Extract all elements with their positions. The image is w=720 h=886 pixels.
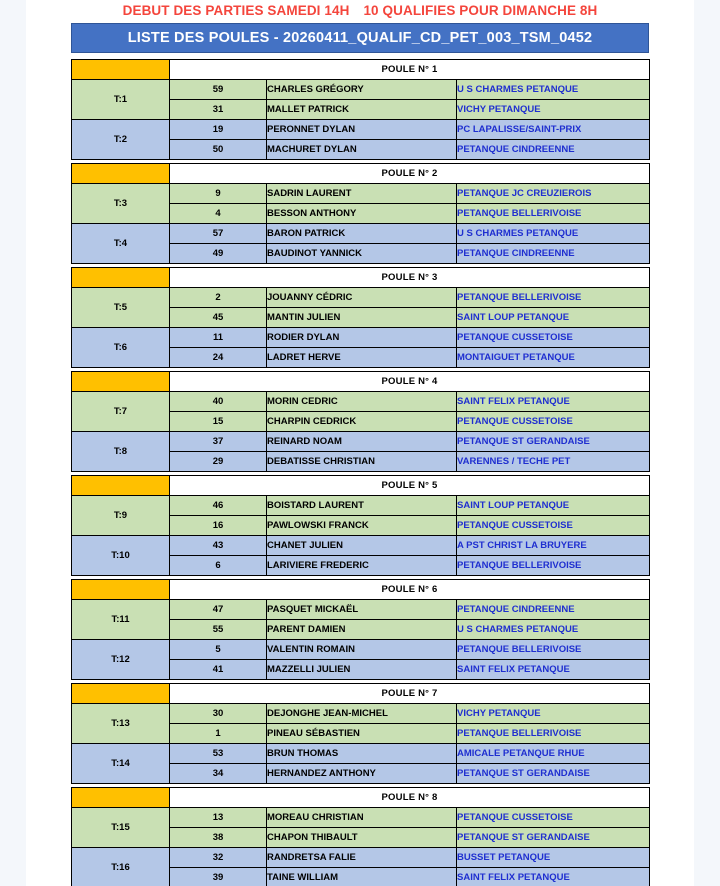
player-club-cell: PETANQUE CINDREENNE <box>457 140 650 160</box>
player-name-cell: BOISTARD LAURENT <box>267 496 457 516</box>
player-club-cell: PETANQUE JC CREUZIEROIS <box>457 184 650 204</box>
player-club-cell: PETANQUE ST GERANDAISE <box>457 764 650 784</box>
team-id-cell: T:5 <box>72 288 170 328</box>
player-number-cell: 40 <box>170 392 267 412</box>
pool-tag-cell <box>72 60 170 80</box>
table-row <box>72 848 650 868</box>
player-club-cell: U S CHARMES PETANQUE <box>457 620 650 640</box>
player-number-cell: 5 <box>170 640 267 660</box>
team-id-cell: T:16 <box>72 848 170 886</box>
player-name-cell: CHARPIN CEDRICK <box>267 412 457 432</box>
pool-table <box>71 787 650 886</box>
banner-start-time-text: DEBUT DES PARTIES SAMEDI 14H <box>122 3 350 18</box>
pool-tag-cell <box>72 164 170 184</box>
player-name-cell: MACHURET DYLAN <box>267 140 457 160</box>
player-name-cell: BAUDINOT YANNICK <box>267 244 457 264</box>
player-club-cell: SAINT FELIX PETANQUE <box>457 868 650 886</box>
player-club-cell: PETANQUE CUSSETOISE <box>457 808 650 828</box>
table-row <box>72 808 650 828</box>
pool-label: POULE N° 4 <box>170 372 650 392</box>
pool-header-row <box>72 60 650 80</box>
player-name-cell: PAWLOWSKI FRANCK <box>267 516 457 536</box>
player-name-cell: CHARLES GRÉGORY <box>267 80 457 100</box>
pool-header-row <box>72 684 650 704</box>
player-club-cell: VARENNES / TECHE PET <box>457 452 650 472</box>
pool-tag-cell <box>72 684 170 704</box>
pools-container <box>71 59 649 886</box>
player-name-cell: BESSON ANTHONY <box>267 204 457 224</box>
player-club-cell: AMICALE PETANQUE RHUE <box>457 744 650 764</box>
player-number-cell: 38 <box>170 828 267 848</box>
player-number-cell: 55 <box>170 620 267 640</box>
table-row <box>72 120 650 140</box>
page-gutter-right <box>694 0 720 886</box>
player-number-cell: 41 <box>170 660 267 680</box>
player-name-cell: SADRIN LAURENT <box>267 184 457 204</box>
player-name-cell: LADRET HERVE <box>267 348 457 368</box>
player-number-cell: 6 <box>170 556 267 576</box>
pool-table <box>71 579 650 680</box>
pool-table <box>71 683 650 784</box>
team-id-cell: T:11 <box>72 600 170 640</box>
pool-label: POULE N° 5 <box>170 476 650 496</box>
pool-table <box>71 267 650 368</box>
team-id-cell: T:4 <box>72 224 170 264</box>
player-club-cell: VICHY PETANQUE <box>457 704 650 724</box>
pool-tag-cell <box>72 268 170 288</box>
player-club-cell: A PST CHRIST LA BRUYERE <box>457 536 650 556</box>
player-number-cell: 24 <box>170 348 267 368</box>
player-name-cell: LARIVIERE FREDERIC <box>267 556 457 576</box>
player-club-cell: PETANQUE BELLERIVOISE <box>457 288 650 308</box>
player-club-cell: VICHY PETANQUE <box>457 100 650 120</box>
table-row <box>72 328 650 348</box>
pool-header-row <box>72 476 650 496</box>
player-number-cell: 34 <box>170 764 267 784</box>
pool-label: POULE N° 6 <box>170 580 650 600</box>
title-bar <box>71 23 649 53</box>
player-name-cell: MOREAU CHRISTIAN <box>267 808 457 828</box>
pool-label: POULE N° 3 <box>170 268 650 288</box>
table-row <box>72 600 650 620</box>
player-name-cell: REINARD NOAM <box>267 432 457 452</box>
player-number-cell: 47 <box>170 600 267 620</box>
player-number-cell: 46 <box>170 496 267 516</box>
player-club-cell: PETANQUE CINDREENNE <box>457 600 650 620</box>
sheet <box>26 0 694 886</box>
pool-table <box>71 59 650 160</box>
player-number-cell: 9 <box>170 184 267 204</box>
player-name-cell: MORIN CEDRIC <box>267 392 457 412</box>
table-row <box>72 432 650 452</box>
table-row <box>72 288 650 308</box>
pool-header-row <box>72 788 650 808</box>
table-row <box>72 640 650 660</box>
player-club-cell: PETANQUE ST GERANDAISE <box>457 828 650 848</box>
player-club-cell: PETANQUE CUSSETOISE <box>457 412 650 432</box>
player-number-cell: 43 <box>170 536 267 556</box>
team-id-cell: T:12 <box>72 640 170 680</box>
pool-table <box>71 371 650 472</box>
player-club-cell: U S CHARMES PETANQUE <box>457 80 650 100</box>
player-number-cell: 16 <box>170 516 267 536</box>
player-number-cell: 2 <box>170 288 267 308</box>
team-id-cell: T:13 <box>72 704 170 744</box>
player-club-cell: PETANQUE CINDREENNE <box>457 244 650 264</box>
player-club-cell: PETANQUE ST GERANDAISE <box>457 432 650 452</box>
pool-tag-cell <box>72 476 170 496</box>
player-number-cell: 30 <box>170 704 267 724</box>
pool-header-row <box>72 580 650 600</box>
table-row <box>72 80 650 100</box>
player-number-cell: 37 <box>170 432 267 452</box>
table-row <box>72 704 650 724</box>
player-number-cell: 59 <box>170 80 267 100</box>
player-name-cell: PINEAU SÉBASTIEN <box>267 724 457 744</box>
player-name-cell: MANTIN JULIEN <box>267 308 457 328</box>
player-name-cell: MALLET PATRICK <box>267 100 457 120</box>
table-row <box>72 536 650 556</box>
player-number-cell: 50 <box>170 140 267 160</box>
player-name-cell: TAINE WILLIAM <box>267 868 457 886</box>
player-club-cell: SAINT LOUP PETANQUE <box>457 308 650 328</box>
player-name-cell: RODIER DYLAN <box>267 328 457 348</box>
team-id-cell: T:14 <box>72 744 170 784</box>
player-number-cell: 4 <box>170 204 267 224</box>
banner-qualifiers-text: 10 QUALIFIES POUR DIMANCHE 8H <box>363 3 598 18</box>
team-id-cell: T:6 <box>72 328 170 368</box>
player-name-cell: PARENT DAMIEN <box>267 620 457 640</box>
pool-tag-cell <box>72 788 170 808</box>
player-name-cell: DEJONGHE JEAN-MICHEL <box>267 704 457 724</box>
team-id-cell: T:2 <box>72 120 170 160</box>
player-number-cell: 11 <box>170 328 267 348</box>
player-club-cell: PETANQUE BELLERIVOISE <box>457 556 650 576</box>
player-number-cell: 1 <box>170 724 267 744</box>
pool-label: POULE N° 2 <box>170 164 650 184</box>
player-name-cell: PERONNET DYLAN <box>267 120 457 140</box>
player-number-cell: 13 <box>170 808 267 828</box>
player-club-cell: PETANQUE BELLERIVOISE <box>457 640 650 660</box>
announcement-banner <box>26 0 694 18</box>
player-number-cell: 39 <box>170 868 267 886</box>
player-club-cell: BUSSET PETANQUE <box>457 848 650 868</box>
player-number-cell: 31 <box>170 100 267 120</box>
player-name-cell: JOUANNY CÉDRIC <box>267 288 457 308</box>
team-id-cell: T:1 <box>72 80 170 120</box>
player-club-cell: PETANQUE BELLERIVOISE <box>457 724 650 744</box>
player-number-cell: 57 <box>170 224 267 244</box>
team-id-cell: T:3 <box>72 184 170 224</box>
player-club-cell: SAINT FELIX PETANQUE <box>457 660 650 680</box>
player-name-cell: RANDRETSA FALIE <box>267 848 457 868</box>
team-id-cell: T:10 <box>72 536 170 576</box>
player-name-cell: PASQUET MICKAËL <box>267 600 457 620</box>
player-club-cell: U S CHARMES PETANQUE <box>457 224 650 244</box>
table-row <box>72 392 650 412</box>
page-gutter-left <box>0 0 26 886</box>
player-number-cell: 45 <box>170 308 267 328</box>
team-id-cell: T:9 <box>72 496 170 536</box>
player-name-cell: CHANET JULIEN <box>267 536 457 556</box>
player-number-cell: 53 <box>170 744 267 764</box>
player-number-cell: 15 <box>170 412 267 432</box>
team-id-cell: T:7 <box>72 392 170 432</box>
pool-header-row <box>72 164 650 184</box>
table-row <box>72 184 650 204</box>
player-club-cell: PETANQUE BELLERIVOISE <box>457 204 650 224</box>
player-name-cell: VALENTIN ROMAIN <box>267 640 457 660</box>
table-row <box>72 496 650 516</box>
player-club-cell: PETANQUE CUSSETOISE <box>457 516 650 536</box>
player-club-cell: PETANQUE CUSSETOISE <box>457 328 650 348</box>
pool-header-row <box>72 372 650 392</box>
pool-label: POULE N° 8 <box>170 788 650 808</box>
player-number-cell: 19 <box>170 120 267 140</box>
team-id-cell: T:15 <box>72 808 170 848</box>
player-number-cell: 29 <box>170 452 267 472</box>
pool-label: POULE N° 1 <box>170 60 650 80</box>
table-row <box>72 744 650 764</box>
table-row <box>72 224 650 244</box>
player-name-cell: MAZZELLI JULIEN <box>267 660 457 680</box>
pool-table <box>71 163 650 264</box>
player-club-cell: MONTAIGUET PETANQUE <box>457 348 650 368</box>
pool-table <box>71 475 650 576</box>
pool-header-row <box>72 268 650 288</box>
pool-label: POULE N° 7 <box>170 684 650 704</box>
player-name-cell: DEBATISSE CHRISTIAN <box>267 452 457 472</box>
player-number-cell: 49 <box>170 244 267 264</box>
player-club-cell: SAINT FELIX PETANQUE <box>457 392 650 412</box>
player-name-cell: CHAPON THIBAULT <box>267 828 457 848</box>
page-title: LISTE DES POULES - 20260411_QUALIF_CD_PET_003_TSM_0452 <box>127 30 593 46</box>
pool-tag-cell <box>72 580 170 600</box>
player-name-cell: BRUN THOMAS <box>267 744 457 764</box>
player-name-cell: BARON PATRICK <box>267 224 457 244</box>
team-id-cell: T:8 <box>72 432 170 472</box>
player-club-cell: PC LAPALISSE/SAINT-PRIX <box>457 120 650 140</box>
pool-tag-cell <box>72 372 170 392</box>
player-number-cell: 32 <box>170 848 267 868</box>
player-name-cell: HERNANDEZ ANTHONY <box>267 764 457 784</box>
player-club-cell: SAINT LOUP PETANQUE <box>457 496 650 516</box>
